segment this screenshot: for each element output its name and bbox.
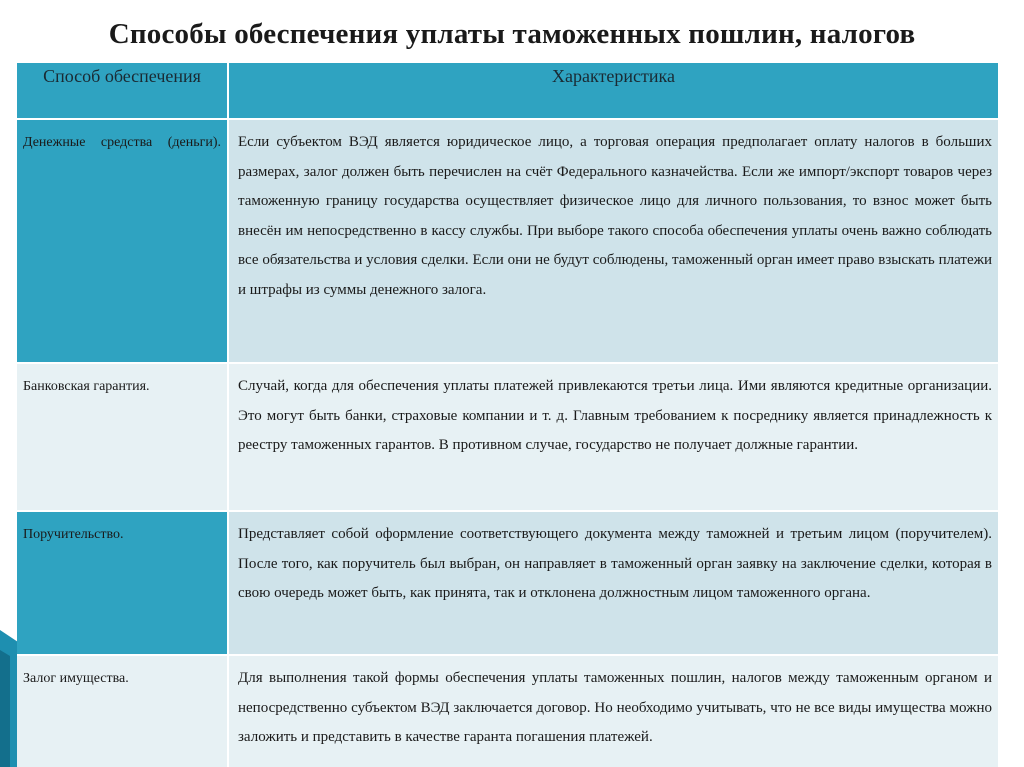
- payment-methods-table: [17, 63, 998, 767]
- row-method: Банковская гарантия.: [17, 363, 228, 511]
- table-header-row: [17, 63, 998, 119]
- row-description: Случай, когда для обеспечения уплаты платежей привлекаются третьи лица. Ими являются кредитные организации. Это могут быть банки, страховые компании и т. д. Главным требованием к посреднику является принадлежность к реестру таможенных гарантов. В противном случае, государство не получает должные гарантии.: [228, 363, 998, 511]
- table-row: [17, 511, 998, 655]
- row-description: Если субъектом ВЭД является юридическое лицо, а торговая операция предполагает оплату налогов в больших размерах, залог должен быть перечислен на счёт Федерального казначейства. Если же импорт/экспорт товаров через таможенную границу государства осуществляет физическое лицо для личного пользования, то взнос может быть внесён им непосредственно в кассу службы. При выборе такого способа обеспечения уплаты очень важно соблюдать все обязательства и условия сделки. Если они не будут соблюдены, таможенный орган имеет право взыскать платежи и штрафы из суммы денежного залога.: [228, 119, 998, 363]
- payment-methods-table-container: [17, 63, 998, 767]
- header-method: Способ обеспечения: [17, 63, 228, 119]
- row-description: Представляет собой оформление соответствующего документа между таможней и третьим лицом (поручителем). После того, как поручитель был выбран, он направляет в таможенный орган заявку на заключение сделки, которая в свою очередь может быть, как принята, так и отклонена должностным лицом таможенного органа.: [228, 511, 998, 655]
- table-row: [17, 119, 998, 363]
- row-description: Для выполнения такой формы обеспечения уплаты таможенных пошлин, налогов между таможенным органом и непосредственно субъектом ВЭД заключается договор. Но необходимо учитывать, что не все виды имущества можно заложить и представить в качестве гаранта погашения платежей.: [228, 655, 998, 767]
- table-row: [17, 363, 998, 511]
- page-title: Способы обеспечения уплаты таможенных пошлин, налогов: [108, 18, 916, 50]
- row-method: [17, 119, 228, 363]
- table-row: [17, 655, 998, 767]
- header-description: Характеристика: [228, 63, 998, 119]
- row-method-text: Денежные средства (деньги).: [23, 135, 221, 150]
- row-method: Залог имущества.: [17, 655, 228, 767]
- row-method: Поручительство.: [17, 511, 228, 655]
